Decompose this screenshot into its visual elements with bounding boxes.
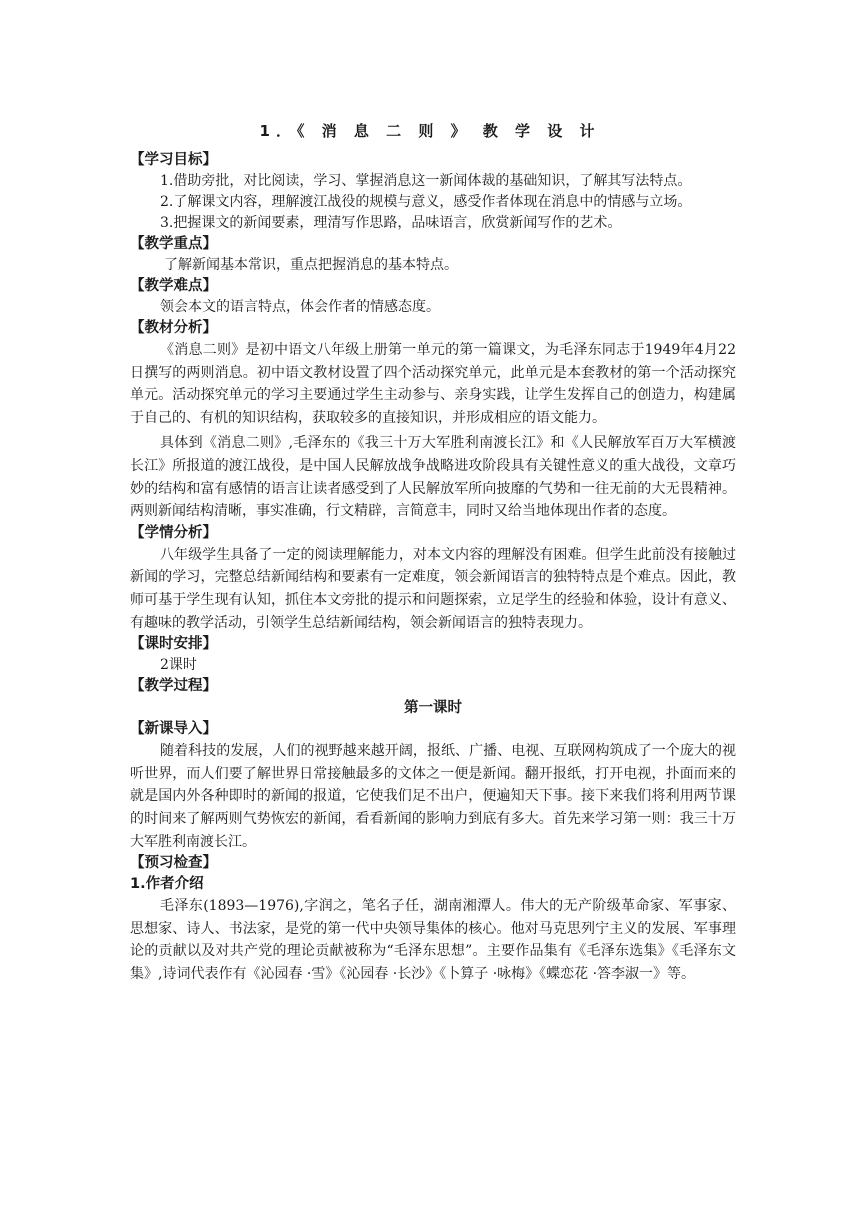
key-points-heading: 【教学重点】 bbox=[130, 236, 217, 252]
difficulties-text: 领会本文的语言特点，体会作者的情感态度。 bbox=[160, 299, 440, 315]
process-heading: 【教学过程】 bbox=[130, 678, 217, 695]
objective-item-2: 2.了解课文内容，理解渡江战役的规模与意义，感受作者体现在消息中的情感与立场。 bbox=[160, 194, 692, 210]
objective-item-1: 1.借助旁批，对比阅读，学习、掌握消息这一新闻体裁的基础知识，了解其写法特点。 bbox=[160, 173, 692, 189]
key-points-text: 了解新闻基本常识，重点把握消息的基本特点。 bbox=[164, 257, 458, 273]
author-intro-heading: 1.作者介绍 bbox=[130, 876, 204, 893]
preview-heading: 【预习检查】 bbox=[130, 855, 217, 872]
objective-item-3: 3.把握课文的新闻要素，理清写作思路，品味语言，欣赏新闻写作的艺术。 bbox=[160, 215, 622, 231]
material-paragraph-1: 《消息二则》是初中语文八年级上册第一单元的第一篇课文，为毛泽东同志于1949年4月22日撰写的两则消息。初中语文教材设置了四个活动探究单元，此单元是本套教材的第一个活动探究单元。活动探究单元的学习主要通过学生主动参与、亲身实践，让学生发挥自己的创造力，构建属于自己的、有机的知识结构，获取较多的直接知识，并形成相应的语文能力。 bbox=[130, 342, 736, 426]
material-paragraph-2: 具体到《消息二则》,毛泽东的《我三十万大军胜利南渡长江》和《人民解放军百万大军横渡长江》所报道的渡江战役，是中国人民解放战争战略进攻阶段具有关键性意义的重大战役，文章巧妙的结构和富有感情的语言让读者感受到了人民解放军所向披靡的气势和一往无前的大无畏精神。两则新闻结构清晰，事实准确，行文精辟，言简意丰，同时又给当地体现出作者的态度。 bbox=[130, 435, 736, 520]
schedule-text: 2课时 bbox=[160, 657, 197, 674]
document-title: 1．《 消 息 二 则 》 教 学 设 计 bbox=[259, 122, 601, 140]
document-body bbox=[130, 150, 736, 985]
objectives-heading: 【学习目标】 bbox=[130, 152, 217, 168]
lesson-title: 第一课时 bbox=[404, 700, 462, 717]
schedule-heading: 【课时安排】 bbox=[130, 636, 217, 653]
difficulties-heading: 【教学难点】 bbox=[130, 278, 217, 294]
intro-heading: 【新课导入】 bbox=[130, 721, 217, 738]
students-heading: 【学情分析】 bbox=[130, 524, 217, 541]
author-intro-paragraph: 毛泽东(1893—1976),字润之，笔名子任，湖南湘潭人。伟大的无产阶级革命家、军事家、思想家、诗人、书法家，是党的第一代中央领导集体的核心。他对马克思列宁主义的发展、军事理论的贡献以及对共产党的理论贡献被称为“毛泽东思想”。主要作品集有《毛泽东选集》《毛泽东文集》,诗词代表作有《沁园春 ·雪》《沁园春 ·长沙》《卜算子 ·咏梅》《蝶恋花 ·答李淑一》等。 bbox=[130, 898, 736, 982]
material-heading: 【教材分析】 bbox=[130, 320, 217, 336]
intro-paragraph: 随着科技的发展，人们的视野越来越开阔，报纸、广播、电视、互联网构筑成了一个庞大的视听世界，而人们要了解世界日常接触最多的文体之一便是新闻。翻开报纸，打开电视，扑面而来的就是国内外各种即时的新闻的报道，它使我们足不出户，便遍知天下事。接下来我们将利用两节课的时间来了解两则气势恢宏的新闻，看看新闻的影响力到底有多大。首先来学习第一则：我三十万大军胜利南渡长江。 bbox=[130, 743, 736, 850]
students-paragraph: 八年级学生具备了一定的阅读理解能力，对本文内容的理解没有困难。但学生此前没有接触过新闻的学习，完整总结新闻结构和要素有一定难度，领会新闻语言的独特特点是个难点。因此，教师可基于学生现有认知，抓住本文旁批的提示和问题探索，立足学生的经验和体验，设计有意义、有趣味的教学活动，引领学生总结新闻结构，领会新闻语言的独特表现力。 bbox=[130, 546, 736, 631]
